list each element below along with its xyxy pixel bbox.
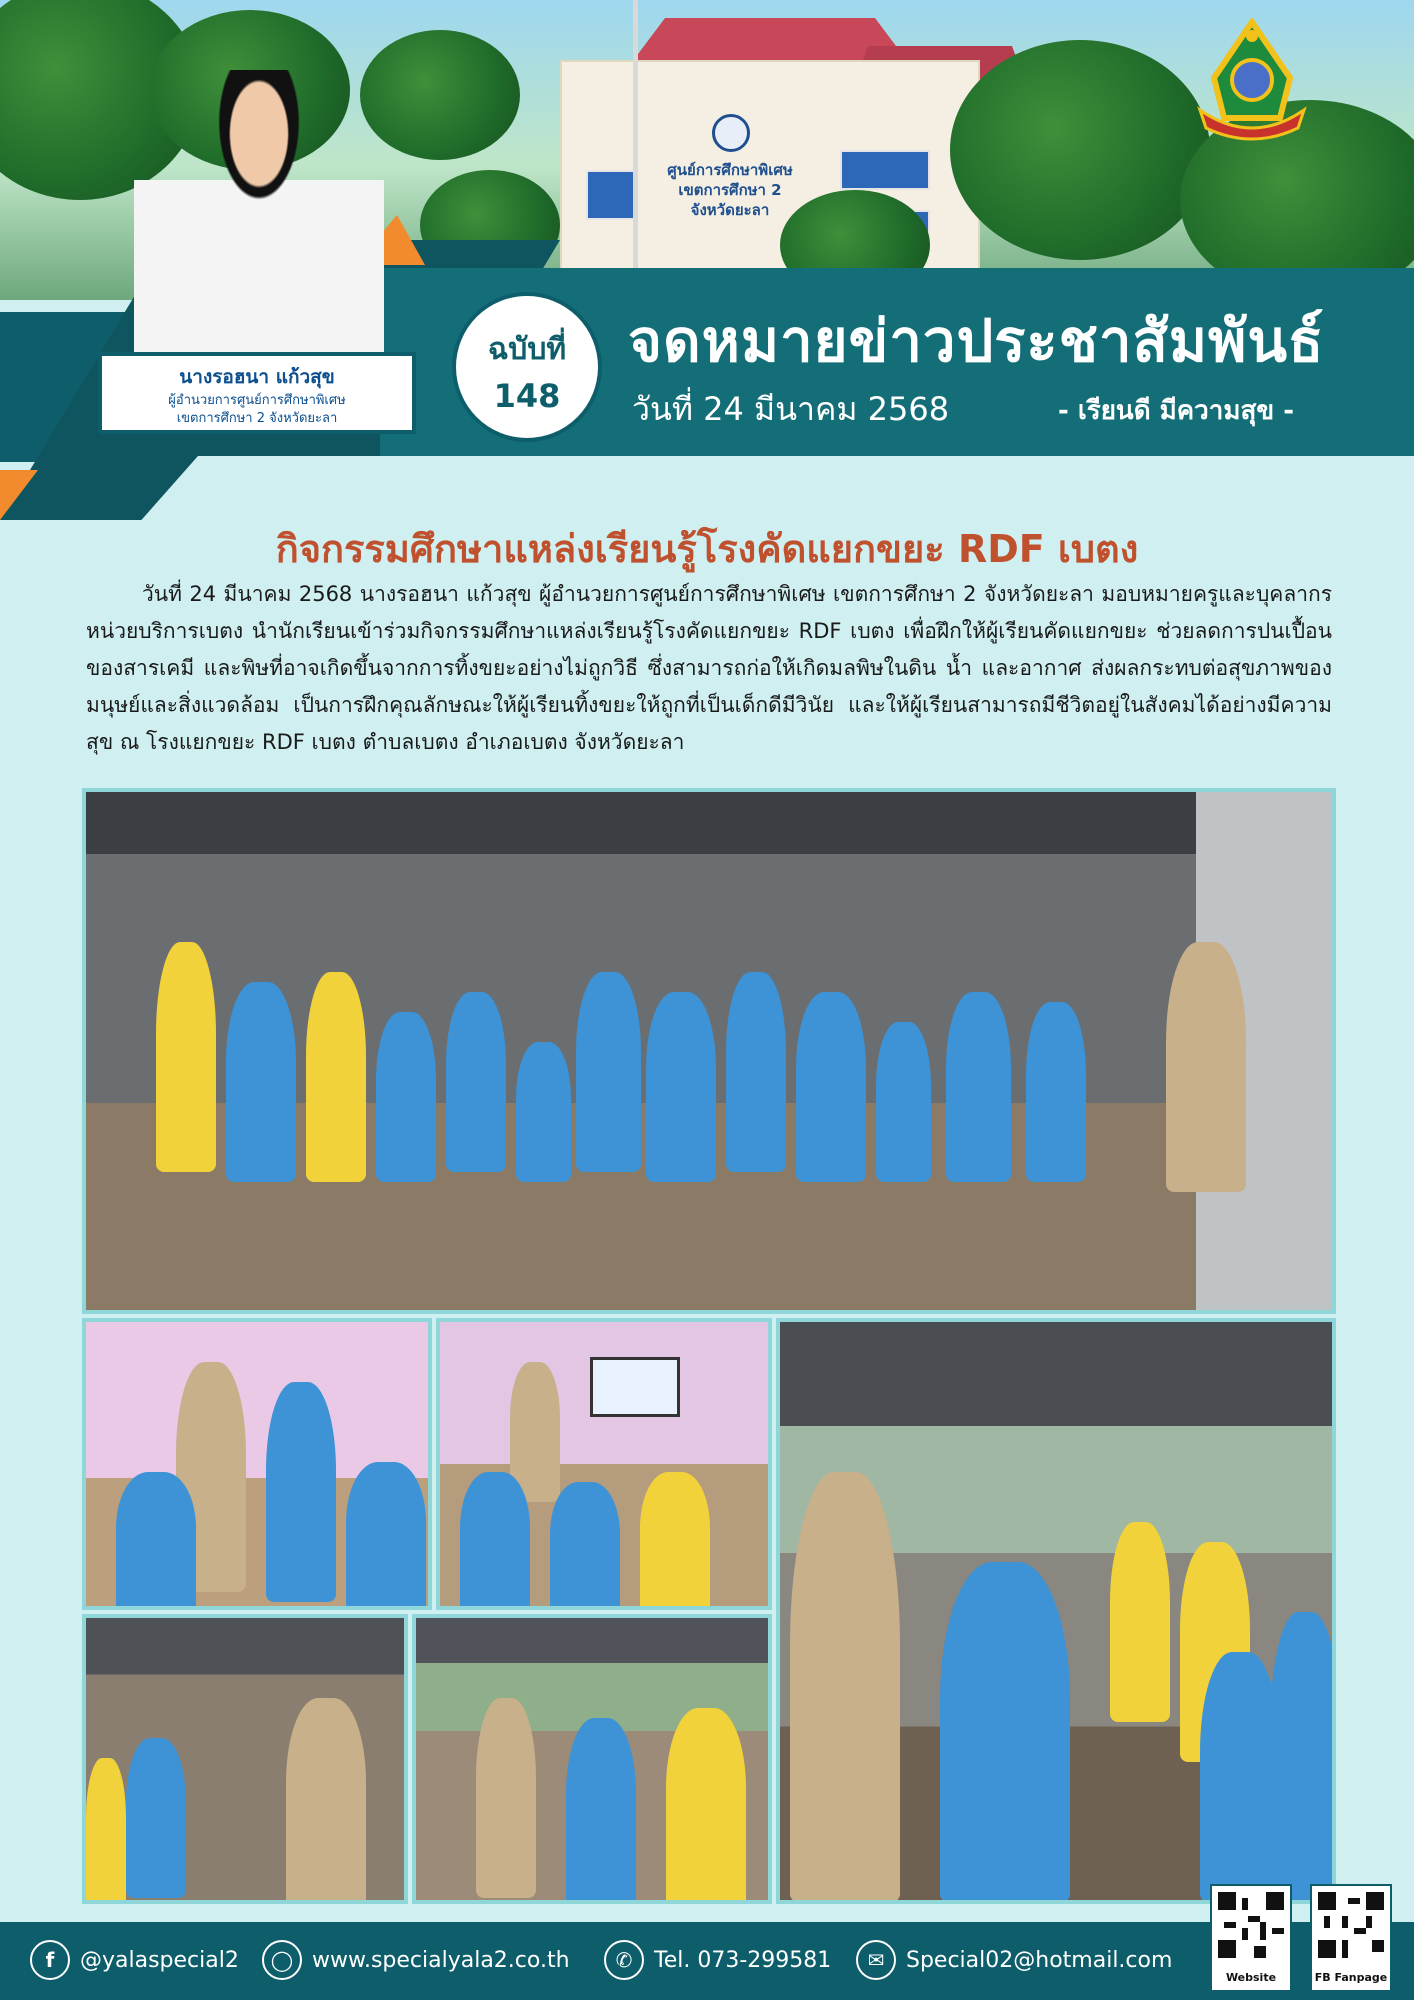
teacher — [156, 942, 216, 1172]
window — [586, 170, 636, 220]
student — [576, 972, 641, 1172]
footer — [0, 1922, 1414, 2000]
footer-facebook[interactable] — [30, 1940, 239, 1980]
director-position: เขตการศึกษา 2 จังหวัดยะลา — [176, 411, 338, 426]
article-headline: กิจกรรมศึกษาแหล่งเรียนรู้โรงคัดแยกขยะ RDF เบตง — [275, 527, 1139, 571]
teacher — [666, 1708, 746, 1904]
facebook-handle: @yalaspecial2 — [80, 1947, 239, 1973]
student — [726, 972, 786, 1172]
issue-label: ฉบับที่ — [487, 332, 567, 367]
teacher — [86, 1758, 126, 1904]
qr-website[interactable] — [1210, 1884, 1292, 1992]
student — [376, 1012, 436, 1182]
newsletter-slogan: - เรียนดี มีความสุข - — [1058, 396, 1294, 426]
palm-tree-right — [950, 40, 1210, 260]
qr-code-icon — [1318, 1892, 1384, 1958]
teacher — [640, 1472, 710, 1610]
presentation-photo — [436, 1318, 772, 1610]
director-position: ผู้อำนวยการศูนย์การศึกษาพิเศษ — [168, 393, 346, 408]
article-body: วันที่ 24 มีนาคม 2568 นางรอฮนา แก้วสุข ผู้อำนวยการศูนย์การศึกษาพิเศษ เขตการศึกษา 2 จังหวัดยะลา มอบหมายครูและบุคลากรหน่วยบริการเบตง นำนักเรียนเข้าร่วมกิจกรรมศึกษาแหล่งเรียนรู้โรงคัดแยกขยะ RDF เบตง เพื่อฝึกให้ผู้เรียนคัดแยกขยะ ช่วยลดการปนเปื้อนของสารเคมี และพิษที่อาจเกิดขึ้นจากการทิ้งขยะอย่างไม่ถูกวิธี ซึ่งสามารถก่อให้เกิดมลพิษในดิน น้ำ และอากาศ ส่งผลกระทบต่อสุขภาพของมนุษย์และสิ่งแวดล้อม เป็นการฝึกคุณลักษณะให้ผู้เรียนทิ้งขยะให้ถูกที่เป็นเด็กดีมีวินัย และให้ผู้เรียนสามารถมีชีวิตอยู่ในสังคมได้อย่างมีความสุข ณ โรงแยกขยะ RDF เบตง ตำบลเบตง อำเภอเบตง จังหวัดยะลา — [86, 582, 1332, 754]
activity-photo — [82, 1318, 432, 1610]
header-cut — [0, 456, 1414, 520]
qr-fanpage-label: FB Fanpage — [1314, 1971, 1388, 1984]
student — [516, 1042, 571, 1182]
teacher — [790, 1472, 900, 1902]
palm-tree — [360, 30, 520, 160]
student — [1200, 1652, 1280, 1902]
qr-website-label: Website — [1225, 1971, 1277, 1984]
building-sign-logo-icon — [712, 114, 750, 152]
student — [940, 1562, 1070, 1902]
email-address: Special02@hotmail.com — [906, 1947, 1173, 1973]
footer-phone[interactable] — [604, 1940, 831, 1980]
footer-email[interactable] — [856, 1940, 1172, 1980]
phone-icon: ✆ — [604, 1940, 644, 1980]
student — [566, 1718, 636, 1904]
student — [946, 992, 1011, 1182]
student — [1026, 1002, 1086, 1182]
student — [460, 1472, 530, 1610]
waste-pile-photo — [412, 1614, 772, 1904]
facebook-icon: f — [30, 1940, 70, 1980]
flagpole — [633, 0, 638, 290]
student — [876, 1022, 931, 1182]
newsletter-title: จดหมายข่าวประชาสัมพันธ์ — [628, 307, 1325, 375]
student — [1270, 1612, 1336, 1902]
teacher — [1166, 942, 1246, 1192]
student — [346, 1462, 426, 1610]
newsletter-date: วันที่ 24 มีนาคม 2568 — [632, 390, 950, 428]
facility-tour-photo — [776, 1318, 1336, 1904]
window — [840, 150, 930, 190]
website-url: www.specialyala2.co.th — [312, 1947, 570, 1973]
student — [226, 982, 296, 1182]
building-sign: ศูนย์การศึกษาพิเศษ เขตการศึกษา 2 จังหวัดยะลา — [667, 161, 793, 219]
teacher — [476, 1698, 536, 1898]
student — [550, 1482, 620, 1610]
issue-number: 148 — [493, 377, 561, 415]
student — [126, 1738, 186, 1898]
director-name: นางรอฮนา แก้วสุข — [179, 366, 335, 388]
school-emblem-icon — [1190, 18, 1314, 142]
projector-screen — [590, 1357, 680, 1417]
group-photo — [82, 788, 1336, 1314]
sorting-plant-photo — [82, 1614, 408, 1904]
qr-code-icon — [1218, 1892, 1284, 1958]
teacher — [1110, 1522, 1170, 1722]
student — [116, 1472, 196, 1610]
globe-icon: ◯ — [262, 1940, 302, 1980]
student — [266, 1382, 336, 1602]
issue-badge — [452, 292, 602, 442]
qr-fanpage[interactable] — [1310, 1884, 1392, 1992]
teacher — [306, 972, 366, 1182]
phone-number: Tel. 073-299581 — [654, 1947, 832, 1973]
student — [446, 992, 506, 1172]
teacher — [286, 1698, 366, 1904]
director-card — [98, 352, 416, 434]
mail-icon: ✉ — [856, 1940, 896, 1980]
director-photo — [134, 70, 384, 360]
student — [796, 992, 866, 1182]
footer-website[interactable] — [262, 1940, 570, 1980]
student — [646, 992, 716, 1182]
